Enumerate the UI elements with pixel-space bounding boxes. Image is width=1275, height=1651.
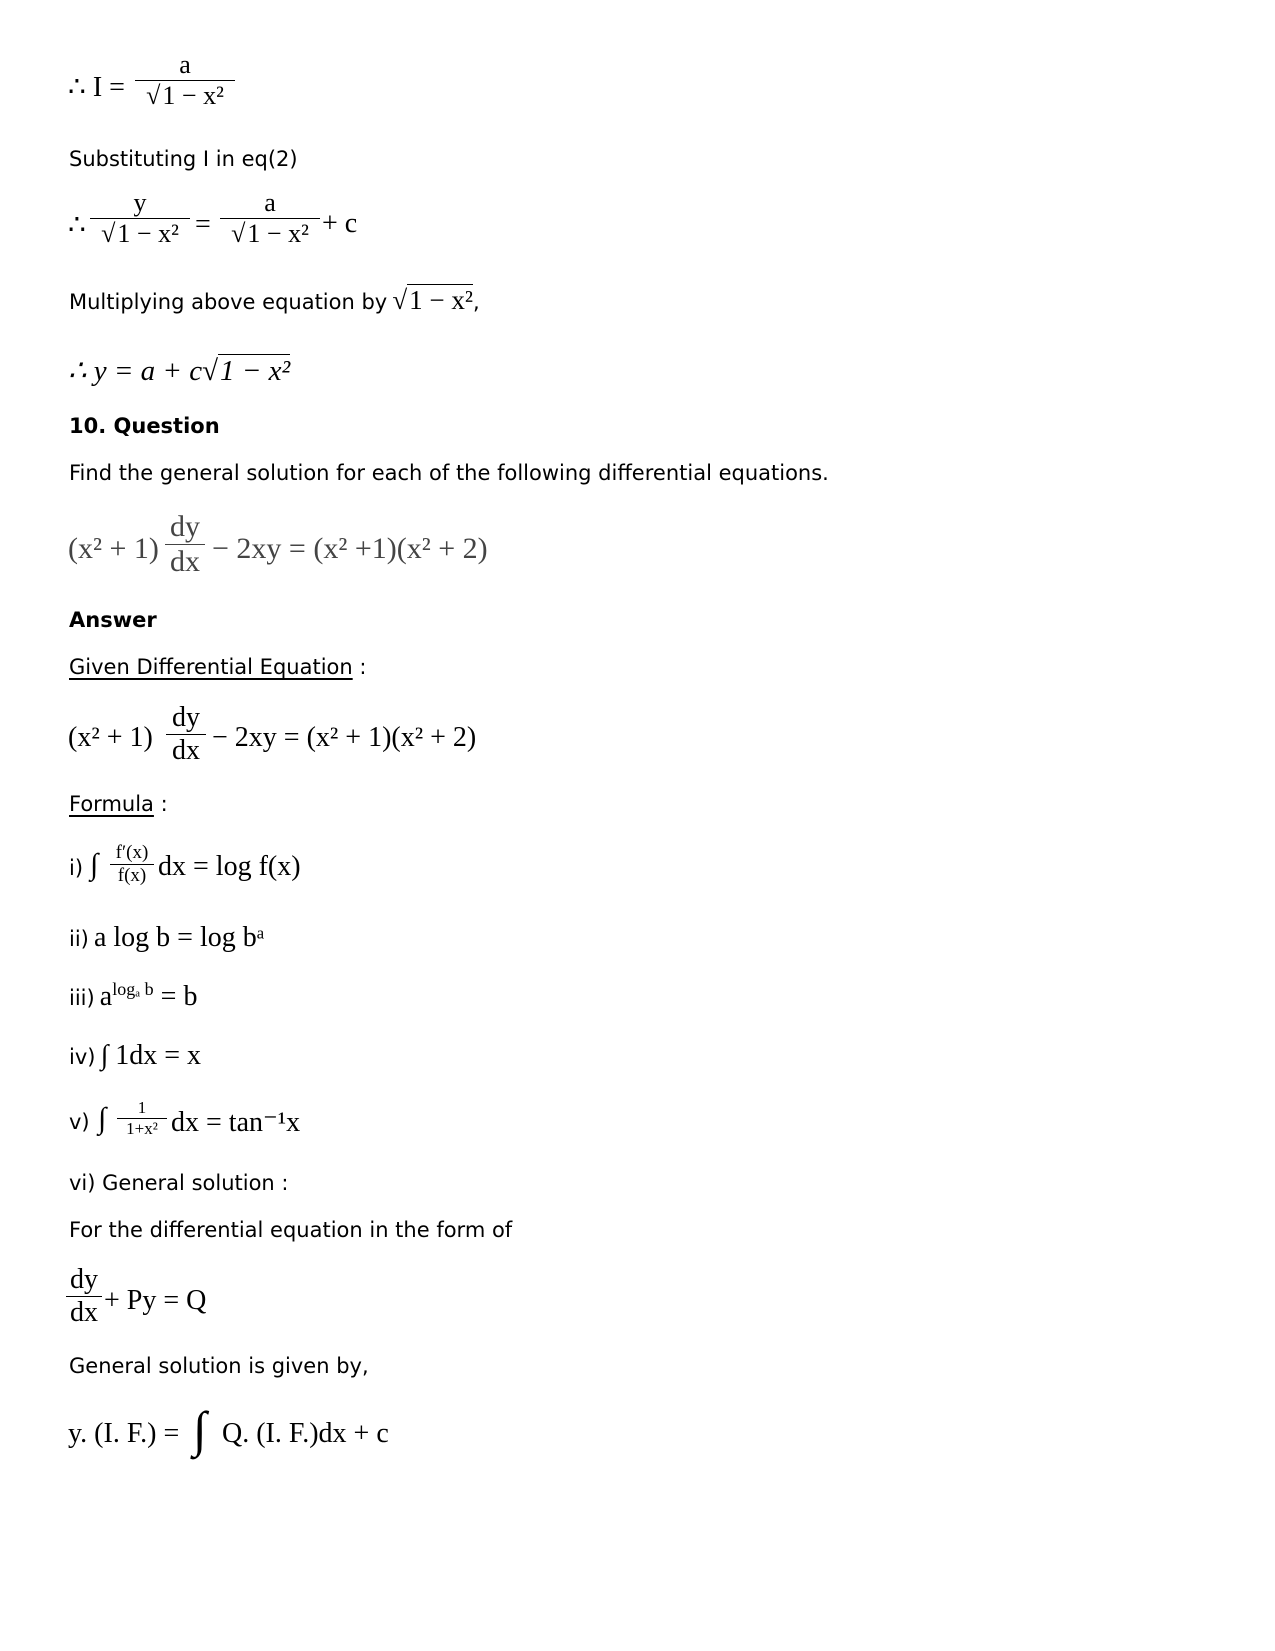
general-solution-text: General solution is given by,: [69, 1354, 369, 1378]
radicand: 1 − x²: [220, 355, 291, 387]
equals-sign: =: [195, 209, 211, 240]
equation-y: [68, 353, 290, 388]
fraction-numerator: a: [179, 50, 191, 79]
fraction-numerator: f′(x): [115, 842, 149, 863]
dy-dx-fraction: [166, 702, 206, 767]
equation-y-prefix: ∴ y = a + c: [68, 355, 203, 387]
formula-iii-base: a: [99, 981, 113, 1012]
radical-sign: √: [392, 285, 408, 315]
fraction-y: [90, 188, 190, 249]
f-prime-fraction: [110, 842, 154, 887]
radicand: 1 − x²: [409, 285, 473, 315]
given-label: Given Differential Equation: [69, 655, 353, 679]
therefore-symbol: ∴: [68, 210, 86, 241]
formula-iv-label: iv): [69, 1045, 96, 1069]
form-text: For the differential equation in the form of: [69, 1218, 513, 1242]
form-eq-rest: + Py = Q: [104, 1285, 207, 1316]
integral-sign: ∫: [193, 1401, 207, 1457]
general-eq-rhs: Q. (I. F.)dx + c: [222, 1418, 389, 1449]
fraction-denominator: [90, 219, 190, 249]
given-eq-rest: − 2xy = (x² + 1)(x² + 2): [212, 722, 477, 753]
formula-iii-exponent: logₐ b: [112, 978, 154, 999]
question-eq-rest: − 2xy = (x² +1)(x² + 2): [212, 532, 488, 565]
formula-v-label: v): [69, 1110, 90, 1134]
equation-I-lhs: ∴ I =: [68, 72, 125, 103]
fraction-numerator: y: [133, 188, 147, 217]
formula-colon: :: [153, 792, 168, 816]
question-text: Find the general solution for each of the following differential equations.: [69, 461, 829, 485]
integral-sign: ∫: [90, 848, 99, 881]
fraction-denominator: 1+x²: [126, 1119, 158, 1138]
formula-iii-label: iii): [69, 986, 95, 1010]
fraction-numerator: a: [264, 188, 276, 217]
formula-line: [69, 792, 168, 816]
general-eq-lhs: y. (I. F.) =: [68, 1418, 180, 1449]
formula-iii-rest: = b: [153, 981, 198, 1012]
substituting-text: Substituting I in eq(2): [69, 147, 298, 171]
integral-sign: ∫: [98, 1102, 107, 1135]
dy-dx-fraction: [165, 510, 205, 579]
fraction-denominator: [135, 81, 235, 111]
radical-sign: √: [101, 219, 116, 248]
given-colon: :: [352, 655, 367, 679]
radicand: 1 − x²: [247, 219, 309, 248]
formula-vi-label: vi) General solution :: [69, 1171, 289, 1195]
fraction-a: [220, 188, 320, 249]
radical-sign: √: [146, 81, 161, 110]
radicand: 1 − x²: [162, 81, 224, 110]
fraction-numerator: dy: [170, 510, 200, 543]
fraction-denominator: dx: [172, 735, 200, 766]
question-eq-prefix: (x² + 1): [68, 532, 159, 565]
fraction-denominator: [220, 219, 320, 249]
multiplying-radical: [392, 284, 473, 315]
formula-i-label: i): [69, 856, 84, 880]
radical-sign: √: [231, 219, 246, 248]
dy-dx-fraction: [66, 1264, 102, 1329]
formula-label: Formula: [69, 792, 154, 816]
answer-heading: Answer: [69, 608, 157, 632]
formula-iv: [69, 1040, 201, 1072]
radical-sign: √: [202, 355, 219, 387]
fraction-numerator: dy: [70, 1264, 98, 1295]
formula-iv-expr: ∫ 1dx = x: [100, 1040, 202, 1071]
formula-ii-expr: a log b = log bᵃ: [93, 922, 265, 953]
formula-ii: [69, 922, 264, 954]
fraction-numerator: dy: [172, 702, 200, 733]
fraction-denominator: dx: [170, 545, 200, 578]
equation-I-fraction: [135, 50, 235, 111]
given-line: [69, 655, 366, 679]
fraction-denominator: dx: [70, 1297, 98, 1328]
given-eq-prefix: (x² + 1): [68, 722, 153, 753]
multiplying-text: Multiplying above equation by: [69, 290, 388, 314]
fraction-denominator: f(x): [117, 865, 147, 886]
formula-ii-label: ii): [69, 927, 89, 951]
one-over-fraction: [117, 1098, 167, 1139]
fraction-numerator: 1: [137, 1098, 147, 1117]
comma: ,: [472, 290, 480, 314]
formula-iii: [69, 978, 198, 1013]
formula-v-rest: dx = tan⁻¹x: [171, 1107, 301, 1138]
formula-i-rest: dx = log f(x): [158, 851, 301, 882]
multiplying-line: [69, 285, 480, 316]
question-heading: 10. Question: [69, 414, 220, 438]
plus-c: + c: [322, 208, 358, 239]
radicand: 1 − x²: [117, 219, 179, 248]
